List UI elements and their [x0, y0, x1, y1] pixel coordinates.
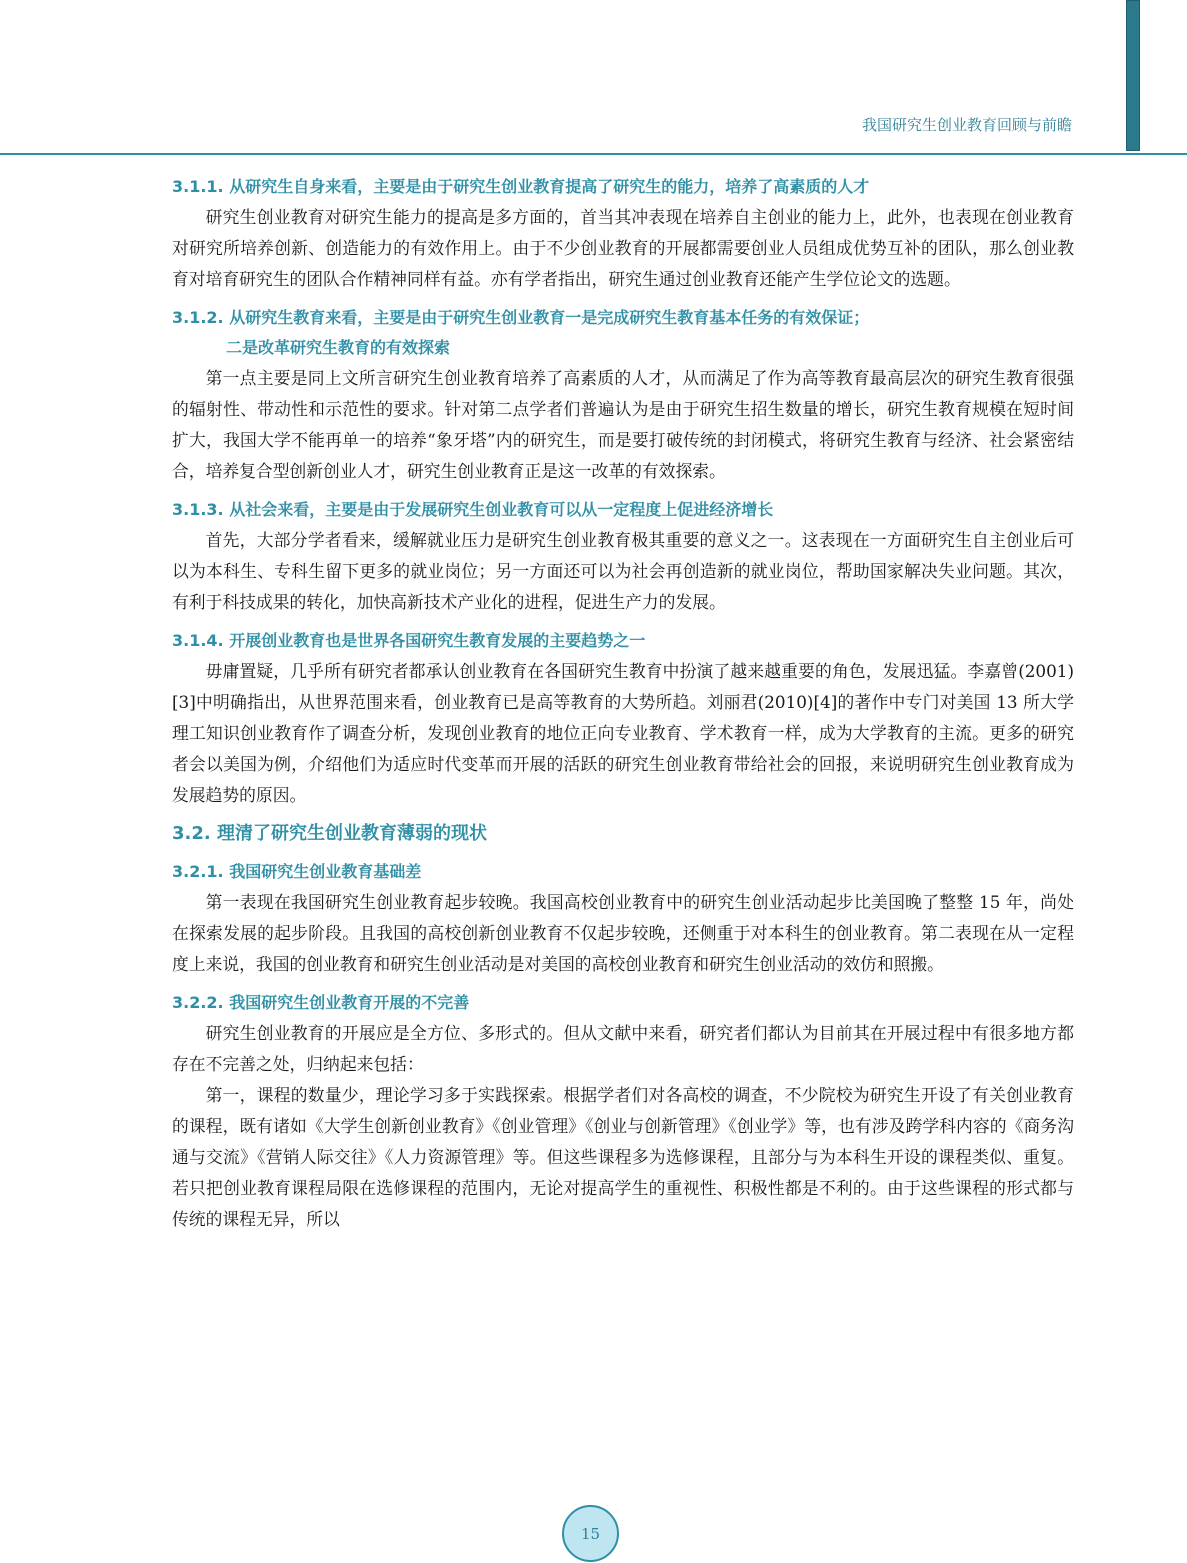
running-header-title: 我国研究生创业教育回顾与前瞻: [861, 116, 1072, 134]
paragraph: 毋庸置疑，几乎所有研究者都承认创业教育在各国研究生教育中扮演了越来越重要的角色，发展迅猛。李嘉曾(2001)[3]中明确指出，从世界范围来看，创业教育已是高等教育的大势所趋。刘丽君(2010)[4]的著作中专门对美国 13 所大学理工知识创业教育作了调查分析，发现创业教育的地位正向专业教育、学术教育一样，成为大学教育的主流。更多的研究者会以美国为例，介绍他们为适应时代变革而开展的活跃的研究生创业教育带给社会的回报，来说明研究生创业教育成为发展趋势的原因。: [172, 661, 1074, 805]
paragraph: 第一表现在我国研究生创业教育起步较晚。我国高校创业教育中的研究生创业活动起步比美国晚了整整 15 年，尚处在探索发展的起步阶段。且我国的高校创新创业教育不仅起步较晚，还侧重于对本科生的创业教育。第二表现在从一定程度上来说，我国的创业教育和研究生创业活动是对美国的高校创业教育和研究生创业活动的效仿和照搬。: [172, 892, 1074, 974]
paragraph: 第一，课程的数量少，理论学习多于实践探索。根据学者们对各高校的调查，不少院校为研究生开设了有关创业教育的课程，既有诸如《大学生创新创业教育》《创业管理》《创业与创新管理》《创业学》等，也有涉及跨学科内容的《商务沟通与交流》《营销人际交往》《人力资源管理》等。但这些课程多为选修课程，且部分与为本科生开设的课程类似、重复。若只把创业教育课程局限在选修课程的范围内，无论对提高学生的重视性、积极性都是不利的。由于这些课程的形式都与传统的课程无异，所以: [172, 1085, 1074, 1229]
paragraph: 研究生创业教育对研究生能力的提高是多方面的，首当其冲表现在培养自主创业的能力上，此外，也表现在创业教育对研究所培养创新、创造能力的有效作用上。由于不少创业教育的开展都需要创业人员组成优势互补的团队，那么创业教育对培育研究生的团队合作精神同样有益。亦有学者指出，研究生通过创业教育还能产生学位论文的选题。: [172, 207, 1074, 289]
heading-3-1-3: 3.1.3. 从社会来看，主要是由于发展研究生创业教育可以从一定程度上促进经济增长: [172, 500, 774, 519]
paragraph: 研究生创业教育的开展应是全方位、多形式的。但从文献中来看，研究者们都认为目前其在开展过程中有很多地方都存在不完善之处，归纳起来包括：: [172, 1023, 1074, 1074]
page-number: 15: [580, 1524, 601, 1543]
heading-3-2-2: 3.2.2. 我国研究生创业教育开展的不完善: [172, 993, 470, 1012]
heading-3-2-1: 3.2.1. 我国研究生创业教育基础差: [172, 862, 422, 881]
heading-3-1-1: 3.1.1. 从研究生自身来看，主要是由于研究生创业教育提高了研究生的能力，培养了高素质的人才: [172, 177, 870, 196]
paragraph: 第一点主要是同上文所言研究生创业教育培养了高素质的人才，从而满足了作为高等教育最高层次的研究生教育很强的辐射性、带动性和示范性的要求。针对第二点学者们普遍认为是由于研究生招生数量的增长，研究生教育规模在短时间扩大，我国大学不能再单一的培养“象牙塔”内的研究生，而是要打破传统的封闭模式，将研究生教育与经济、社会紧密结合，培养复合型创新创业人才，研究生创业教育正是这一改革的有效探索。: [172, 368, 1074, 481]
corner-accent-bar: [1126, 0, 1140, 151]
heading-3-1-2: [172, 303, 1074, 363]
heading-3-1-2-line1: 3.1.2. 从研究生教育来看，主要是由于研究生创业教育一是完成研究生教育基本任务的有效保证；: [172, 308, 870, 327]
page-number-badge: [562, 1505, 619, 1562]
article-body: [172, 172, 1074, 1235]
header-rule: [0, 153, 1187, 155]
heading-3-1-4: 3.1.4. 开展创业教育也是世界各国研究生教育发展的主要趋势之一: [172, 631, 646, 650]
heading-3-2: 3.2. 理清了研究生创业教育薄弱的现状: [172, 823, 487, 844]
paragraph: 首先，大部分学者看来，缓解就业压力是研究生创业教育极其重要的意义之一。这表现在一方面研究生自主创业后可以为本科生、专科生留下更多的就业岗位；另一方面还可以为社会再创造新的就业岗位，帮助国家解决失业问题。其次，有利于科技成果的转化，加快高新技术产业化的进程，促进生产力的发展。: [172, 530, 1074, 612]
heading-3-1-2-line2: 二是改革研究生教育的有效探索: [226, 338, 451, 357]
